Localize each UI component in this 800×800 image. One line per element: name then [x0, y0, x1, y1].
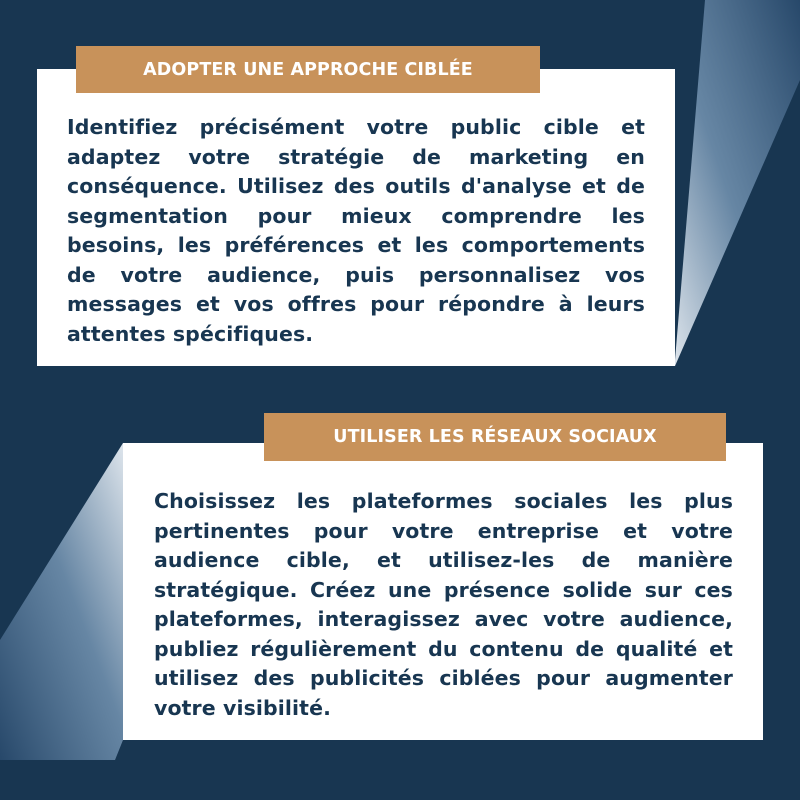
section-title-tag: UTILISER LES RÉSEAUX SOCIAUX: [264, 413, 726, 461]
card-targeted-approach: [37, 69, 675, 366]
section-title-tag: ADOPTER UNE APPROCHE CIBLÉE: [76, 46, 540, 93]
card-body-text: Identifiez précisément votre public cible et adaptez votre stratégie de marketing en conséquence. Utilisez des outils d'analyse et de segmentation pour mieux comprendre les besoins, les préférences et les comportements de votre audience, puis personnalisez vos messages et vos offres pour répondre à leurs attentes spécifiques.: [67, 115, 645, 346]
card-social-networks: [123, 443, 763, 740]
card-body-text: Choisissez les plateformes sociales les plus pertinentes pour votre entreprise et votre audience cible, et utilisez-les de manière stratégique. Créez une présence solide sur ces plateformes, interagissez avec votre audience, publiez régulièrement du contenu de qualité et utilisez des publicités ciblées pour augmenter votre visibilité.: [154, 489, 733, 720]
